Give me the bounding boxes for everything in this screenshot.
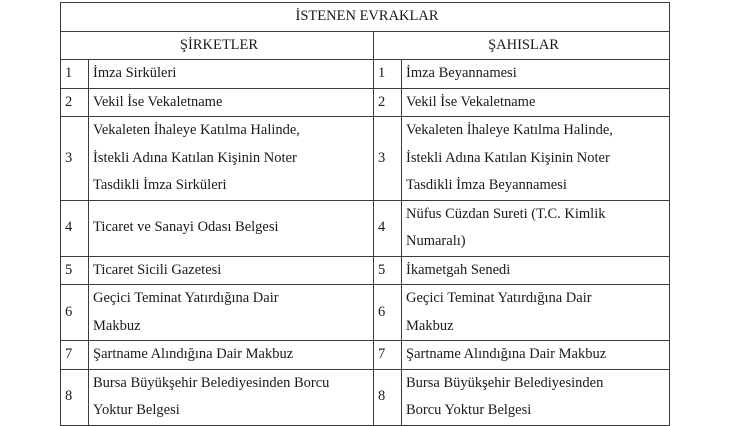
table-row	[61, 200, 670, 256]
document-text-line: Tasdikli İmza Sirküleri	[93, 177, 227, 193]
title-row	[61, 3, 670, 32]
document-text-line: İkametgah Senedi	[406, 261, 511, 278]
document-text-line: Makbuz	[93, 317, 141, 334]
individual-item-number: 2	[374, 88, 402, 117]
individual-document-cell	[402, 285, 670, 341]
company-item-number: 7	[61, 341, 89, 370]
table-row	[61, 369, 670, 425]
company-item-number: 3	[61, 117, 89, 201]
document-text-line: Vekaleten İhaleye Katılma Halinde,	[93, 122, 300, 138]
company-document-cell	[89, 256, 374, 285]
document-text-line: İstekli Adına Katılan Kişinin Noter	[93, 149, 297, 166]
table-row	[61, 256, 670, 285]
document-text-line: Nüfus Cüzdan Sureti (T.C. Kimlik	[406, 205, 606, 222]
individual-item-number: 4	[374, 200, 402, 256]
individual-document-cell	[402, 341, 670, 370]
document-text-line: İstekli Adına Katılan Kişinin Noter	[406, 149, 610, 166]
individual-item-number: 6	[374, 285, 402, 341]
company-item-number: 2	[61, 88, 89, 117]
table-row	[61, 285, 670, 341]
document-text-line: Vekaleten İhaleye Katılma Halinde,	[406, 122, 613, 138]
document-text-line: Yoktur Belgesi	[93, 402, 180, 418]
header-row	[61, 31, 670, 60]
company-document-cell	[89, 285, 374, 341]
individual-item-number: 7	[374, 341, 402, 370]
individual-item-number: 3	[374, 117, 402, 201]
table-title: İSTENEN EVRAKLAR	[61, 3, 670, 32]
required-documents-table	[60, 2, 670, 426]
document-text-line: Vekil İse Vekaletname	[406, 93, 536, 110]
individual-item-number: 5	[374, 256, 402, 285]
document-text-line: Numaralı)	[406, 233, 466, 249]
table-row	[61, 117, 670, 201]
company-document-cell	[89, 117, 374, 201]
individual-document-cell	[402, 88, 670, 117]
individual-document-cell	[402, 256, 670, 285]
company-item-number: 1	[61, 60, 89, 89]
individual-document-cell	[402, 117, 670, 201]
individual-item-number: 8	[374, 369, 402, 425]
document-text-line: İmza Sirküleri	[93, 65, 177, 81]
company-item-number: 4	[61, 200, 89, 256]
individual-document-cell	[402, 369, 670, 425]
document-text-line: Borcu Yoktur Belgesi	[406, 402, 532, 418]
company-document-cell	[89, 369, 374, 425]
document-text-line: Vekil İse Vekaletname	[93, 93, 223, 110]
document-text-line: Şartname Alındığına Dair Makbuz	[406, 346, 607, 362]
individual-item-number: 1	[374, 60, 402, 89]
document-text-line: Tasdikli İmza Beyannamesi	[406, 177, 567, 193]
individual-document-cell	[402, 200, 670, 256]
company-item-number: 8	[61, 369, 89, 425]
table-row	[61, 88, 670, 117]
document-text-line: Makbuz	[406, 317, 454, 334]
individual-document-cell	[402, 60, 670, 89]
document-text-line: Ticaret ve Sanayi Odası Belgesi	[93, 219, 279, 236]
column-header-individuals: ŞAHISLAR	[374, 31, 670, 60]
document-text-line: Şartname Alındığına Dair Makbuz	[93, 346, 294, 362]
company-item-number: 6	[61, 285, 89, 341]
company-item-number: 5	[61, 256, 89, 285]
table-row	[61, 341, 670, 370]
document-text-line: Ticaret Sicili Gazetesi	[93, 261, 222, 278]
document-text-line: Bursa Büyükşehir Belediyesinden Borcu	[93, 374, 330, 391]
document-text-line: Bursa Büyükşehir Belediyesinden	[406, 374, 604, 391]
company-document-cell	[89, 60, 374, 89]
table-row	[61, 60, 670, 89]
document-text-line: İmza Beyannamesi	[406, 65, 517, 81]
company-document-cell	[89, 341, 374, 370]
company-document-cell	[89, 88, 374, 117]
company-document-cell	[89, 200, 374, 256]
document-text-line: Geçici Teminat Yatırdığına Dair	[406, 290, 592, 306]
column-header-companies: ŞİRKETLER	[61, 31, 374, 60]
document-text-line: Geçici Teminat Yatırdığına Dair	[93, 290, 279, 306]
